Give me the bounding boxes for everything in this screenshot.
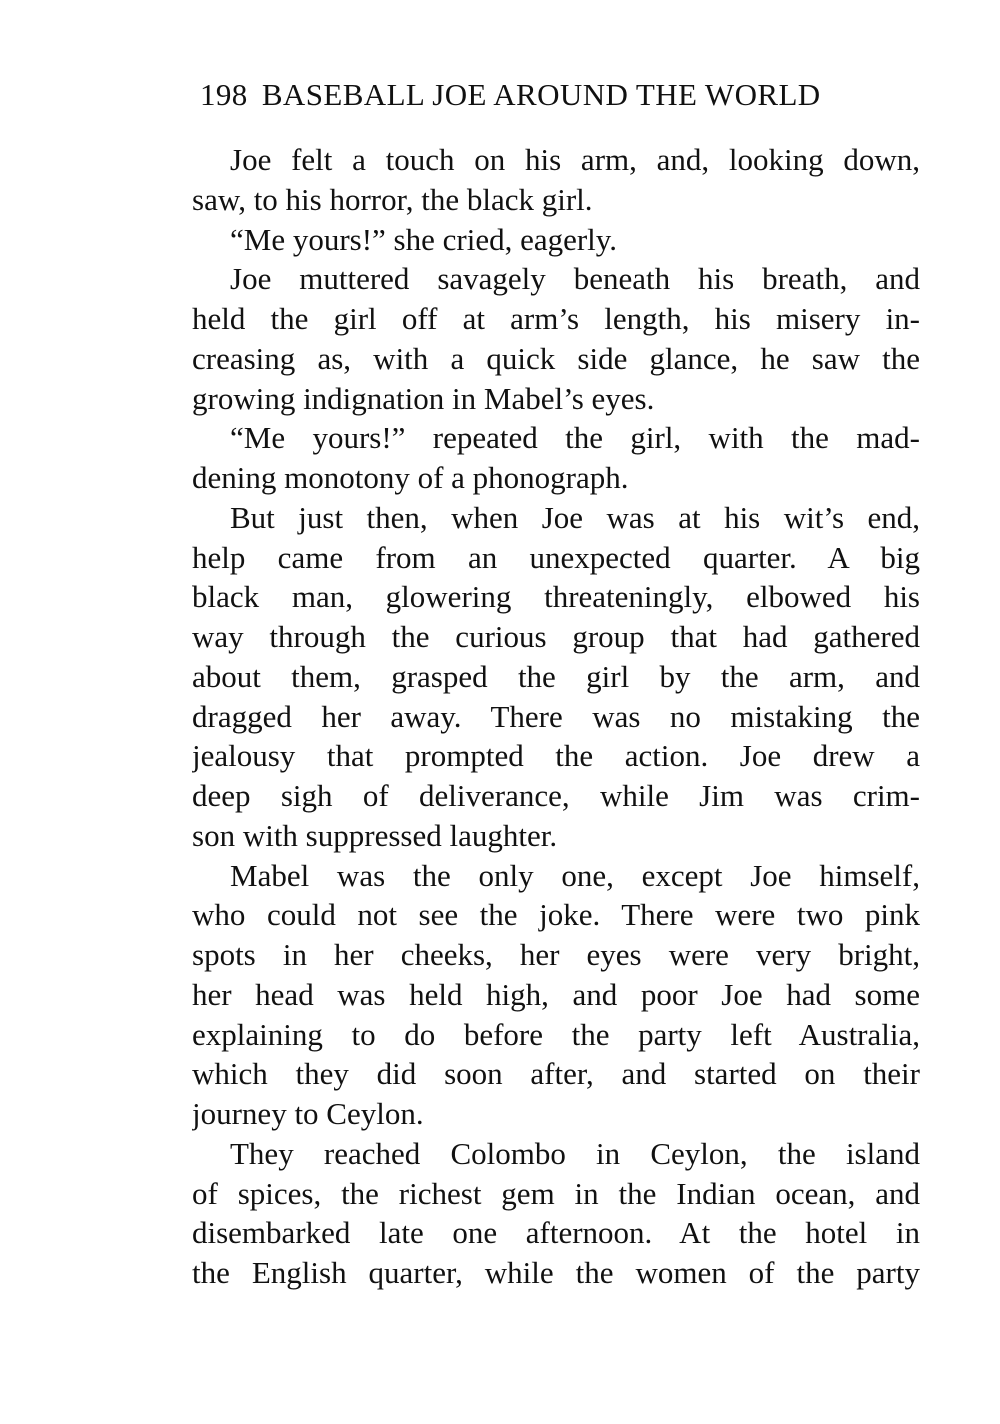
paragraph-5: [192, 498, 920, 856]
paragraph-4: [192, 418, 920, 498]
paragraph-3: [192, 259, 920, 418]
text-line: “Me yours!” repeated the girl, with the mad-: [230, 420, 920, 456]
text-line: the English quarter, while the women of the party: [192, 1255, 920, 1290]
paragraph-6: [192, 856, 920, 1134]
text-line: creasing as, with a quick side glance, he saw the: [192, 340, 920, 376]
text-line: saw, to his horror, the black girl.: [192, 181, 593, 217]
text-line: explaining to do before the party left Australia,: [192, 1016, 920, 1052]
text-line: They reached Colombo in Ceylon, the island: [230, 1135, 920, 1171]
text-line: which they did soon after, and started on their: [192, 1056, 920, 1092]
text-line: growing indignation in Mabel’s eyes.: [192, 380, 655, 416]
text-line: But just then, when Joe was at his wit’s end,: [230, 499, 920, 535]
paragraph-7: [192, 1134, 920, 1293]
page-number: 198: [200, 77, 248, 112]
text-line: spots in her cheeks, her eyes were very bright,: [192, 937, 920, 972]
text-line: Joe muttered savagely beneath his breath, and: [230, 261, 920, 297]
text-line: help came from an unexpected quarter. A big: [192, 539, 920, 575]
text-line: son with suppressed laughter.: [192, 817, 558, 853]
text-line: black man, glowering threateningly, elbowed his: [192, 579, 920, 615]
text-line: disembarked late one afternoon. At the hotel in: [192, 1215, 920, 1251]
text-line: deep sigh of deliverance, while Jim was crim-: [192, 778, 920, 813]
text-line: of spices, the richest gem in the Indian ocean, and: [192, 1175, 920, 1211]
text-line: way through the curious group that had gathered: [192, 619, 920, 654]
text-line: “Me yours!” she cried, eagerly.: [230, 221, 618, 257]
paragraph-1: [192, 140, 920, 220]
text-line: dening monotony of a phonograph.: [192, 460, 629, 495]
text-line: her head was held high, and poor Joe had some: [192, 976, 920, 1012]
running-head: [200, 70, 910, 120]
text-line: who could not see the joke. There were two pink: [192, 897, 920, 933]
text-line: Mabel was the only one, except Joe himself,: [230, 857, 920, 893]
text-line: jealousy that prompted the action. Joe drew a: [192, 738, 920, 774]
book-title: BASEBALL JOE AROUND THE WORLD: [261, 77, 821, 112]
text-line: Joe felt a touch on his arm, and, looking down,: [230, 142, 920, 177]
body-text: [192, 140, 920, 1293]
text-line: dragged her away. There was no mistaking the: [192, 698, 920, 734]
text-line: about them, grasped the girl by the arm, and: [192, 658, 920, 694]
paragraph-2: [192, 220, 920, 260]
text-line: held the girl off at arm’s length, his misery in-: [192, 301, 920, 336]
text-line: journey to Ceylon.: [192, 1096, 424, 1131]
